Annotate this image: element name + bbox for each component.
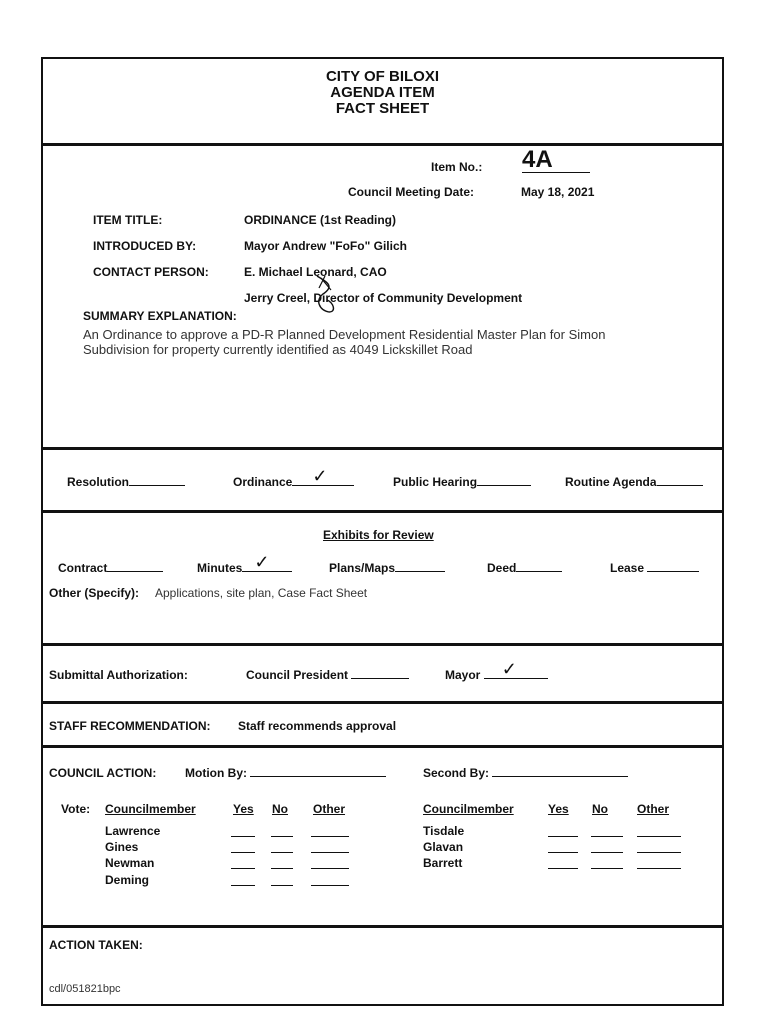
mayor-check: ✓ (501, 659, 517, 679)
minutes-label: Minutes (197, 561, 243, 575)
motion-by-label: Motion By: (185, 766, 247, 780)
council-action-label: COUNCIL ACTION: (49, 766, 157, 780)
right-col-member: Councilmember (423, 802, 514, 816)
staff-section (43, 701, 722, 748)
resolution-field (67, 475, 185, 489)
other-value: Applications, site plan, Case Fact Sheet (155, 586, 368, 600)
member-gines: Gines (105, 840, 139, 854)
vote-line (231, 852, 255, 853)
minutes-check: ✓ (254, 552, 270, 572)
member-lawrence: Lawrence (105, 824, 161, 838)
header-city: CITY OF BILOXI (325, 68, 440, 85)
contact-value-2: Jerry Creel, Director of Community Development (244, 291, 523, 305)
routine-agenda-field (565, 475, 703, 489)
motion-by-field (185, 766, 386, 780)
staff-label: STAFF RECOMMENDATION: (49, 719, 211, 733)
public-hearing-field (393, 475, 531, 489)
vote-line (548, 852, 578, 853)
other-label: Other (Specify): (49, 586, 140, 600)
details-section (43, 143, 722, 450)
council-president-label: Council President (246, 668, 349, 682)
vote-line (311, 868, 349, 869)
routine-agenda-line (657, 484, 703, 486)
summary-label: SUMMARY EXPLANATION: (83, 309, 237, 323)
deed-line (516, 570, 562, 572)
ordinance-line (292, 466, 354, 486)
member-deming: Deming (105, 873, 150, 887)
ordinance-check: ✓ (312, 466, 328, 486)
resolution-line (129, 484, 185, 486)
action-section (43, 925, 722, 1004)
vote-line (637, 868, 681, 869)
left-col-no: No (272, 802, 288, 816)
item-no-value: 4A (522, 148, 590, 173)
vote-line (591, 868, 623, 869)
vote-line (311, 885, 349, 886)
second-by-label: Second By: (423, 766, 490, 780)
right-col-yes: Yes (548, 802, 569, 816)
vote-line (231, 868, 255, 869)
routine-agenda-label: Routine Agenda (565, 475, 657, 489)
vote-line (271, 885, 293, 886)
council-president-field (246, 668, 409, 682)
authorization-section (43, 643, 722, 704)
vote-line (637, 836, 681, 837)
motion-by-line (250, 775, 386, 777)
right-col-no: No (592, 802, 608, 816)
public-hearing-line (477, 484, 531, 486)
second-by-line (492, 775, 628, 777)
action-taken-label: ACTION TAKEN: (49, 938, 143, 952)
deed-label: Deed (487, 561, 517, 575)
summary-text (83, 327, 605, 357)
footer-code: cdl/051821bpc (49, 983, 121, 995)
ordinance-label: Ordinance (233, 475, 293, 489)
contact-value-1: E. Michael Leonard, CAO (244, 265, 387, 279)
member-tisdale: Tisdale (423, 824, 465, 838)
vote-line (591, 836, 623, 837)
resolution-label: Resolution (67, 475, 129, 489)
signature-mark (309, 272, 345, 318)
plans-label: Plans/Maps (329, 561, 396, 575)
deed-field (487, 561, 562, 575)
summary-line-1: An Ordinance to approve a PD-R Planned Development Residential Master Plan for Simon (83, 327, 606, 342)
contract-field (58, 561, 163, 575)
authorization-label: Submittal Authorization: (49, 668, 188, 682)
vote-label: Vote: (61, 802, 91, 816)
left-col-member: Councilmember (105, 802, 196, 816)
plans-field (329, 561, 445, 575)
meeting-date-label: Council Meeting Date: (348, 185, 475, 199)
left-col-yes: Yes (233, 802, 254, 816)
item-no-label: Item No.: (431, 160, 483, 174)
right-col-other: Other (637, 802, 670, 816)
public-hearing-label: Public Hearing (393, 475, 478, 489)
header-fact-sheet: FACT SHEET (335, 100, 430, 117)
ordinance-field (233, 466, 354, 489)
fact-sheet (41, 57, 724, 1006)
exhibits-section (43, 510, 722, 646)
council-president-line (351, 677, 409, 679)
lease-field (610, 561, 699, 575)
vote-line (548, 836, 578, 837)
member-barrett: Barrett (423, 856, 463, 870)
vote-line (271, 836, 293, 837)
second-by-field (423, 766, 628, 780)
introduced-label: INTRODUCED BY: (93, 239, 197, 253)
mayor-line (484, 659, 548, 679)
minutes-line (242, 552, 292, 572)
lease-label: Lease (610, 561, 645, 575)
vote-line (548, 868, 578, 869)
lease-line (647, 570, 699, 572)
contact-label: CONTACT PERSON: (93, 265, 209, 279)
vote-line (637, 852, 681, 853)
item-title-value: ORDINANCE (1st Reading) (244, 213, 397, 227)
vote-line (231, 836, 255, 837)
contract-label: Contract (58, 561, 108, 575)
exhibits-title: Exhibits for Review (323, 528, 434, 542)
member-newman: Newman (105, 856, 155, 870)
left-col-other: Other (313, 802, 346, 816)
item-title-label: ITEM TITLE: (93, 213, 163, 227)
vote-line (311, 852, 349, 853)
vote-line (271, 868, 293, 869)
member-glavan: Glavan (423, 840, 464, 854)
summary-line-2: Subdivision for property currently identified as 4049 Lickskillet Road (83, 342, 473, 357)
council-section (43, 745, 722, 928)
introduced-value: Mayor Andrew "FoFo" Gilich (244, 239, 407, 253)
vote-line (271, 852, 293, 853)
vote-line (311, 836, 349, 837)
type-section (43, 447, 722, 513)
vote-line (591, 852, 623, 853)
contract-line (107, 570, 163, 572)
plans-line (395, 570, 445, 572)
header-agenda: AGENDA ITEM (330, 84, 435, 101)
staff-value: Staff recommends approval (238, 719, 397, 733)
minutes-field (197, 552, 292, 575)
mayor-label: Mayor (445, 668, 481, 682)
mayor-field (445, 659, 548, 682)
vote-line (231, 885, 255, 886)
meeting-date-value: May 18, 2021 (521, 185, 595, 199)
header-block (43, 69, 722, 117)
